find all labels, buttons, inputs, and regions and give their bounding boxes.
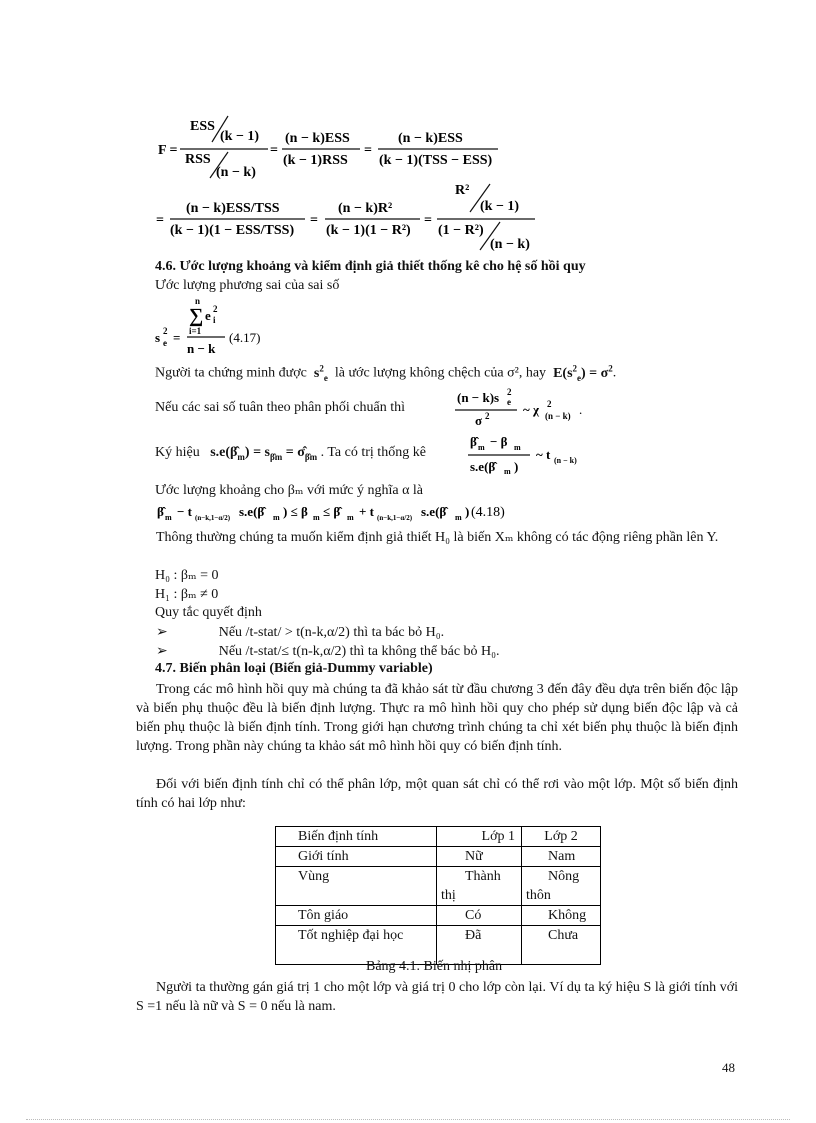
hypothesis-h1: H₁ : βₘ ≠ 0	[155, 587, 219, 602]
decision-rule-title: Quy tắc quyết định	[155, 605, 262, 620]
svg-text:− β: − β	[490, 434, 508, 449]
table-header-row	[276, 827, 601, 847]
svg-text:2: 2	[547, 399, 552, 409]
rule-bullet-1: ➢ Nếu /t-stat/ > t(n-k,α/2) thì ta bác bỏ H₀.	[156, 625, 445, 640]
table-cell: Đã	[437, 926, 522, 965]
svg-text:s.e(β̂: s.e(β̂	[239, 504, 265, 519]
svg-text:(k − 1)RSS: (k − 1)RSS	[283, 153, 348, 168]
svg-text:m: m	[313, 513, 320, 522]
arrow-bullet-icon: ➢	[156, 625, 168, 640]
svg-text:=: =	[173, 330, 181, 345]
svg-text:e: e	[163, 338, 167, 348]
table-cell: Nữ	[437, 847, 522, 867]
svg-text:(n − k): (n − k)	[216, 165, 256, 180]
svg-text:m: m	[455, 513, 462, 522]
svg-text:) ≤ β: ) ≤ β	[283, 504, 308, 519]
svg-text:(n − k)R²: (n − k)R²	[338, 201, 393, 216]
svg-text:(1 − R²): (1 − R²)	[438, 223, 484, 238]
svg-text:s.e(β̂: s.e(β̂	[470, 459, 496, 474]
table-cell: Không	[522, 906, 601, 926]
svg-text:e: e	[507, 397, 511, 407]
table-row	[276, 847, 601, 867]
svg-text:≤ β̂: ≤ β̂	[323, 504, 341, 519]
table-cell: Lớp 2	[522, 827, 601, 847]
svg-text:m: m	[504, 467, 511, 476]
table-cell: Vùng	[276, 867, 437, 906]
svg-text:2: 2	[485, 411, 490, 421]
svg-text:(k − 1)(1 − R²): (k − 1)(1 − R²)	[326, 223, 411, 238]
svg-text:s.e(β̂: s.e(β̂	[421, 504, 447, 519]
hypothesis-h0: H₀ : βₘ = 0	[155, 568, 219, 583]
svg-text:n − k: n − k	[187, 341, 216, 356]
svg-text:m: m	[347, 513, 354, 522]
svg-text:.: .	[579, 402, 583, 417]
svg-text:=: =	[310, 213, 318, 228]
variance-estimator-formula	[155, 296, 285, 360]
t-statistic-formula	[466, 430, 586, 478]
svg-text:(n − k)ESS: (n − k)ESS	[398, 131, 463, 146]
svg-text:(n−k,1−α/2): (n−k,1−α/2)	[195, 514, 231, 522]
interval-estimate-text: Ước lượng khoảng cho βₘ với mức ý nghĩa α là	[155, 483, 424, 498]
svg-text:β̂: β̂	[470, 434, 477, 449]
table-cell: Chưa	[522, 926, 601, 965]
svg-text:(n − k)ESS/TSS: (n − k)ESS/TSS	[186, 201, 280, 216]
svg-text:2: 2	[163, 326, 168, 336]
notation-line: Ký hiệu $s.e(\betâ_m) = s_{\betâm}$ = $\sigmâ_{\betâm}$ . Ta có trị thống kê	[155, 445, 426, 462]
svg-text:n: n	[195, 296, 201, 306]
svg-text:− t: − t	[177, 504, 192, 519]
section-4-7-title: 4.7. Biến phân loại (Biến giả-Dummy variable)	[155, 661, 433, 676]
chi-square-formula	[453, 386, 593, 430]
svg-text:(n − k): (n − k)	[490, 237, 530, 252]
svg-text:(k − 1)(1 − ESS/TSS): (k − 1)(1 − ESS/TSS)	[170, 223, 295, 238]
table-cell: Biến định tính	[276, 827, 437, 847]
svg-text:i=1: i=1	[189, 326, 202, 336]
table-row	[276, 906, 601, 926]
dummy-assignment-paragraph: Người ta thường gán giá trị 1 cho một lớp và giá trị 0 cho lớp còn lại. Ví dụ ta ký hiệu S là giới tính với S =1 nếu là nữ và S = 0 nếu là nam.	[136, 980, 738, 1014]
svg-text:F =: F =	[158, 143, 178, 158]
section-4-6-title: 4.6. Ước lượng khoảng và kiểm định giả thiết thống kê cho hệ số hồi quy	[155, 259, 586, 274]
svg-text:m: m	[514, 443, 521, 452]
table-cell: Lớp 1	[437, 827, 522, 847]
svg-text:R²: R²	[455, 183, 470, 198]
svg-text:(k − 1): (k − 1)	[480, 199, 520, 214]
svg-text:=: =	[424, 213, 432, 228]
table-row	[276, 867, 601, 906]
svg-text:(k − 1): (k − 1)	[220, 129, 260, 144]
svg-text:): )	[465, 504, 470, 519]
svg-text:(n − k): (n − k)	[545, 411, 571, 421]
svg-text:i: i	[213, 315, 216, 325]
svg-text:(4.17): (4.17)	[229, 330, 261, 345]
f-statistic-formula	[150, 112, 570, 252]
dummy-classes-paragraph: Đối với biến định tính chỉ có thể phân lớp, một quan sát chỉ có thể rơi vào một lớp. Một số biến định tính có hai lớp như:	[136, 777, 738, 811]
svg-text:(n − k)ESS: (n − k)ESS	[285, 131, 350, 146]
svg-text:ESS: ESS	[190, 119, 215, 134]
svg-text:=: =	[364, 143, 372, 158]
table-cell: Có	[437, 906, 522, 926]
svg-text:(4.18): (4.18)	[471, 505, 505, 520]
rule-bullet-2: ➢ Nếu /t-stat/≤ t(n-k,α/2) thì ta không thể bác bỏ H₀.	[156, 644, 500, 659]
svg-text:~ t: ~ t	[536, 447, 551, 462]
svg-text:(n − k): (n − k)	[554, 456, 577, 465]
unbiased-estimator-line: Người ta chứng minh được $s^2_e$ là ước lượng không chệch của σ², hay $E(s^2_e) = \sigma^2$.	[155, 363, 617, 383]
page-number: 48	[722, 1060, 735, 1075]
svg-text:(k − 1)(TSS − ESS): (k − 1)(TSS − ESS)	[379, 153, 493, 168]
svg-text:=: =	[156, 213, 164, 228]
svg-text:m: m	[478, 443, 485, 452]
svg-text:RSS: RSS	[185, 152, 211, 167]
svg-text:): )	[514, 459, 519, 474]
svg-text:m: m	[165, 513, 172, 522]
table-caption: Bảng 4.1. Biến nhị phân	[366, 959, 503, 974]
svg-text:σ: σ	[475, 413, 483, 428]
binary-variable-table	[275, 826, 601, 965]
dummy-intro-paragraph: Trong các mô hình hồi quy mà chúng ta đã khảo sát từ đầu chương 3 đến đây đều dựa trên biến độc lập và biến phụ thuộc đều là biến định lượng. Thực ra mô hình hồi quy cho phép sử dụng biến độc lập và cả biến phụ thuộc là biến định tính. Trong giới hạn chương trình chúng ta chỉ xét biến phụ thuộc là biến định lượng. Trong phần này chúng ta khảo sát mô hình hồi quy có biến định tính.	[136, 682, 738, 754]
svg-text:+ t: + t	[359, 504, 374, 519]
table-cell: Tốt nghiệp đại học	[276, 926, 437, 965]
svg-text:m: m	[273, 513, 280, 522]
svg-text:β̂: β̂	[157, 504, 164, 519]
svg-text:=: =	[270, 143, 278, 158]
table-cell: Nam	[522, 847, 601, 867]
svg-text:∑: ∑	[189, 305, 204, 327]
table-cell: Tôn giáo	[276, 906, 437, 926]
svg-text:(n−k,1−α/2): (n−k,1−α/2)	[377, 514, 413, 522]
svg-text:e: e	[205, 308, 211, 323]
svg-text:2: 2	[213, 304, 218, 314]
hypothesis-intro-paragraph: Thông thường chúng ta muốn kiểm định giả thiết H₀ là biến Xₘ không có tác động riêng phần lên Y.	[156, 530, 719, 545]
confidence-interval-formula	[155, 499, 555, 525]
arrow-bullet-icon: ➢	[156, 644, 168, 659]
svg-text:2: 2	[507, 387, 512, 397]
variance-intro-text: Ước lượng phương sai của sai số	[155, 278, 340, 293]
table-cell: Giới tính	[276, 847, 437, 867]
svg-text:~ χ: ~ χ	[523, 402, 540, 417]
page-bottom-divider	[26, 1119, 790, 1120]
table-cell: Thành thị	[437, 867, 522, 906]
svg-text:(n − k)s: (n − k)s	[457, 390, 500, 405]
table-cell: Nông thôn	[522, 867, 601, 906]
chi-square-line: Nếu các sai số tuân theo phân phối chuẩn thì	[155, 400, 405, 415]
svg-text:s: s	[155, 330, 161, 345]
